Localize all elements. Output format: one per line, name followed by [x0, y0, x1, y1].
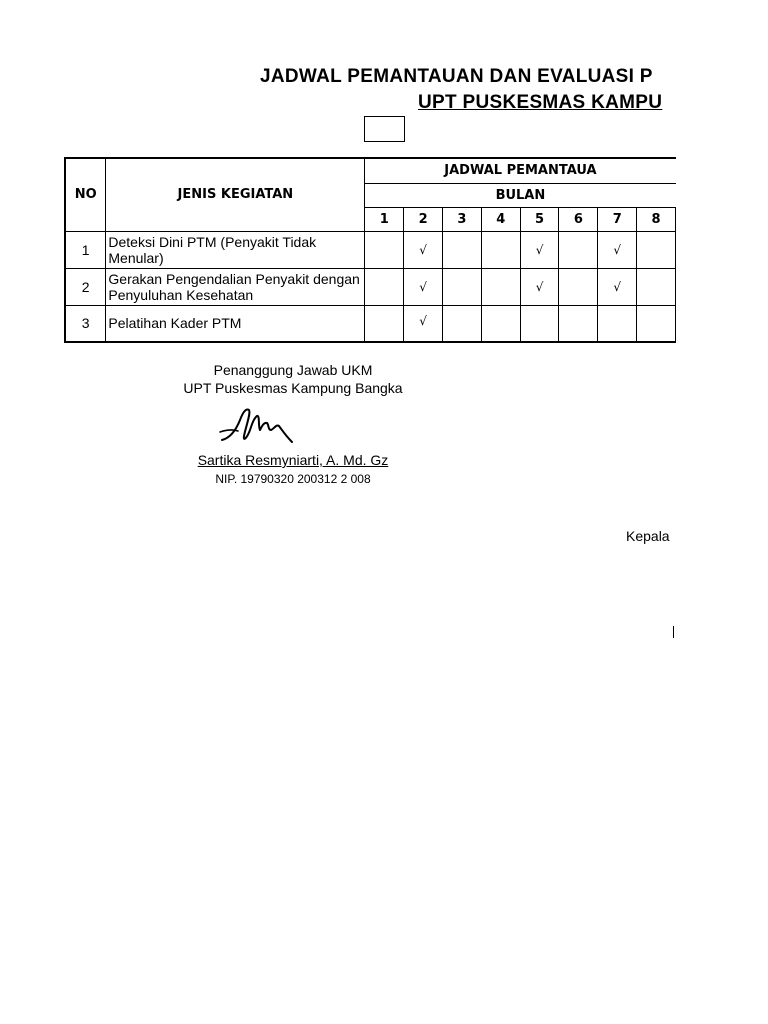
- check-cell: [637, 305, 676, 342]
- check-cell: [365, 305, 404, 342]
- check-cell: [365, 268, 404, 305]
- check-cell: [559, 305, 598, 342]
- document-title: JADWAL PEMANTAUAN DAN EVALUASI P: [260, 66, 653, 87]
- row-number: 3: [65, 305, 106, 342]
- check-cell: [637, 268, 676, 305]
- header-activity: JENIS KEGIATAN: [106, 158, 365, 231]
- row-number: 2: [65, 268, 106, 305]
- check-cell: √: [520, 231, 559, 268]
- month-2: 2: [404, 207, 443, 231]
- check-cell: √: [404, 268, 443, 305]
- month-6: 6: [559, 207, 598, 231]
- check-cell: √: [404, 305, 443, 342]
- month-1: 1: [365, 207, 404, 231]
- check-cell: [481, 268, 520, 305]
- check-cell: [559, 268, 598, 305]
- cut-off-text-mark: [673, 626, 674, 638]
- table-row: [65, 231, 676, 268]
- check-cell: [520, 305, 559, 342]
- schedule-table: [64, 157, 676, 343]
- header-no: NO: [65, 158, 106, 231]
- month-7: 7: [598, 207, 637, 231]
- check-cell: [443, 305, 482, 342]
- check-cell: [443, 268, 482, 305]
- table-row: [65, 268, 676, 305]
- month-3: 3: [443, 207, 482, 231]
- check-cell: √: [598, 268, 637, 305]
- month-8: 8: [637, 207, 676, 231]
- handwritten-signature: [216, 402, 296, 450]
- check-cell: [481, 305, 520, 342]
- check-cell: [365, 231, 404, 268]
- activity-name: Pelatihan Kader PTM: [106, 305, 365, 342]
- signature-role: Penanggung Jawab UKM: [213, 362, 373, 378]
- blank-box: [364, 116, 405, 142]
- header-schedule: JADWAL PEMANTAUA: [365, 158, 676, 183]
- check-cell: [443, 231, 482, 268]
- check-cell: [637, 231, 676, 268]
- month-5: 5: [520, 207, 559, 231]
- signature-organization: UPT Puskesmas Kampung Bangka: [183, 380, 403, 396]
- head-title-label: Kepala: [626, 528, 670, 544]
- header-month: BULAN: [365, 183, 676, 207]
- check-cell: [598, 305, 637, 342]
- row-number: 1: [65, 231, 106, 268]
- activity-name: Deteksi Dini PTM (Penyakit Tidak Menular): [106, 231, 365, 268]
- check-cell: [559, 231, 598, 268]
- check-cell: [481, 231, 520, 268]
- document-subtitle: UPT PUSKESMAS KAMPU: [418, 92, 663, 113]
- signatory-nip: NIP. 19790320 200312 2 008: [215, 472, 371, 486]
- check-cell: √: [404, 231, 443, 268]
- check-cell: √: [598, 231, 637, 268]
- signatory-name: Sartika Resmyniarti, A. Md. Gz: [197, 452, 389, 468]
- activity-name: Gerakan Pengendalian Penyakit dengan Penyuluhan Kesehatan: [106, 268, 365, 305]
- check-cell: √: [520, 268, 559, 305]
- month-4: 4: [481, 207, 520, 231]
- table-row: [65, 305, 676, 342]
